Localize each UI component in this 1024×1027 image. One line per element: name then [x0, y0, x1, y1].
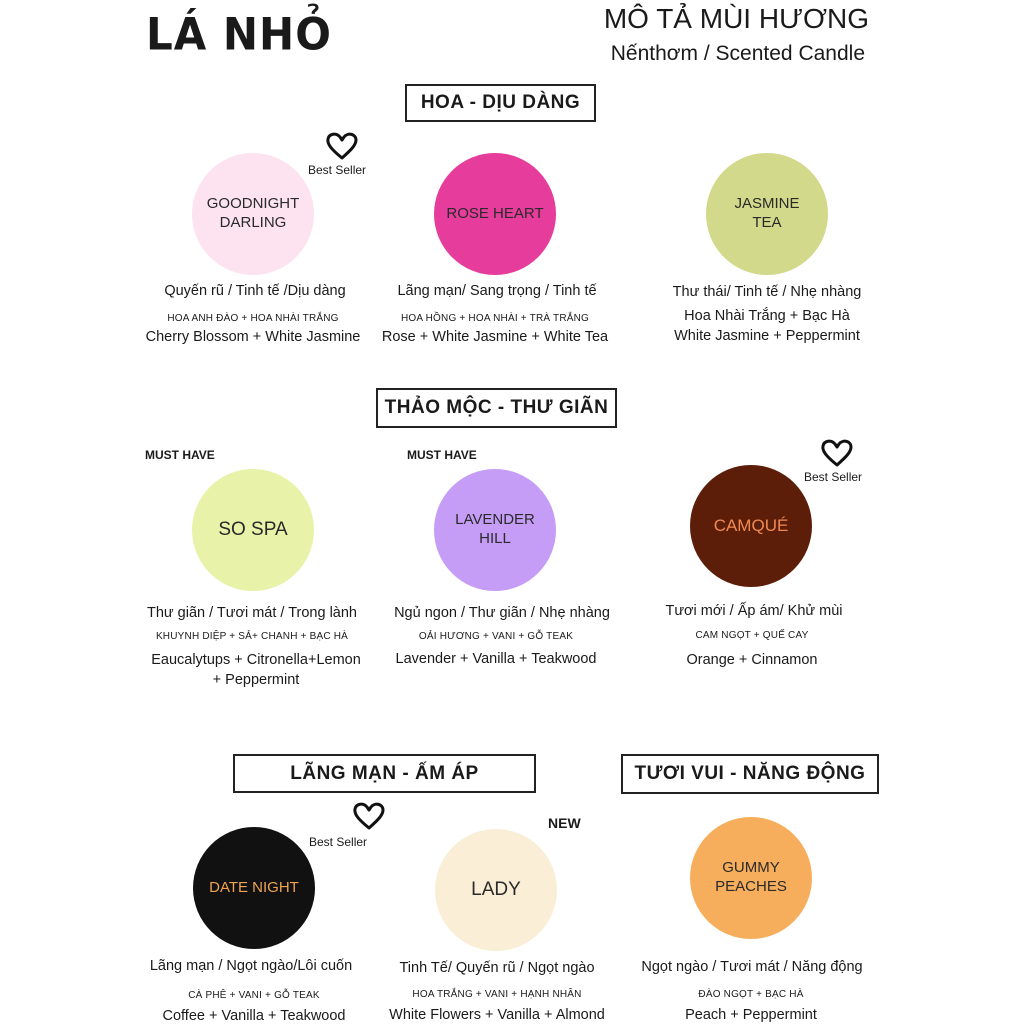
ingredients-en: Orange + Cinnamon: [686, 652, 818, 668]
section-title-hoa: HOA - DỊU DÀNG: [405, 84, 596, 122]
product-circle-jasmine-tea: [706, 153, 828, 275]
ingredients-vi: KHUYNH DIỆP + SẢ+ CHANH + BẠC HÀ: [155, 631, 349, 642]
product-description: Ngủ ngon / Thư giãn / Nhẹ nhàng: [394, 605, 610, 621]
heart-icon: [325, 131, 359, 161]
must-have-tag: MUST HAVE: [145, 448, 215, 462]
ingredients-vi: CAM NGỌT + QUẾ CAY: [695, 630, 809, 641]
ingredients-en: Rose + White Jasmine + White Tea: [381, 329, 609, 345]
product-name: JASMINE TEA: [734, 195, 800, 231]
ingredients-vi: HOA ANH ĐÀO + HOA NHÀI TRẮNG: [167, 313, 339, 324]
heart-icon: [352, 801, 386, 831]
must-have-tag: MUST HAVE: [407, 448, 477, 462]
ingredients-vi: HOA TRẮNG + VANI + HẠNH NHÂN: [412, 989, 582, 1000]
section-title-thao-moc: THẢO MỘC - THƯ GIÃN: [376, 388, 617, 428]
new-tag: NEW: [548, 815, 581, 831]
product-circle-so-spa: [192, 469, 314, 591]
ingredients-vi: Hoa Nhài Trắng + Bạc Hà: [684, 308, 850, 324]
product-circle-goodnight-darling: [192, 153, 314, 275]
product-description: Ngọt ngào / Tươi mát / Năng động: [641, 959, 863, 975]
product-name: LAVENDER HILL: [455, 511, 535, 547]
product-description: Thư giãn / Tươi mát / Trong lành: [147, 605, 357, 621]
product-name: GUMMY PEACHES: [715, 859, 787, 895]
ingredients-en: White Flowers + Vanilla + Almond: [389, 1007, 605, 1023]
product-description: Tươi mới / Ấp ám/ Khử mùi: [665, 603, 843, 619]
heart-icon: [820, 438, 854, 468]
best-seller-tag: Best Seller: [308, 163, 367, 177]
section-title-tuoi-vui: TƯƠI VUI - NĂNG ĐỘNG: [621, 754, 879, 794]
product-name: GOODNIGHT DARLING: [206, 195, 300, 231]
product-circle-camque: [690, 465, 812, 587]
product-name: DATE NIGHT: [209, 878, 299, 896]
product-name: CAMQUÉ: [713, 516, 789, 536]
ingredients-en: White Jasmine + Peppermint: [674, 328, 860, 344]
product-name: LADY: [471, 879, 521, 901]
ingredients-en: Coffee + Vanilla + Teakwood: [162, 1008, 346, 1024]
product-circle-lady: [435, 829, 557, 951]
product-description: Lãng mạn/ Sang trọng / Tinh tế: [397, 283, 597, 299]
best-seller-tag: Best Seller: [309, 835, 368, 849]
ingredients-vi: OẢI HƯƠNG + VANI + GỖ TEAK: [418, 631, 574, 642]
ingredients-vi: HOA HỒNG + HOA NHÀI + TRÀ TRẮNG: [400, 313, 590, 324]
product-circle-date-night: [193, 827, 315, 949]
ingredients-en: Cherry Blossom + White Jasmine: [145, 329, 361, 345]
ingredients-vi: ĐÀO NGỌT + BẠC HÀ: [698, 989, 804, 1000]
page-title: MÔ TẢ MÙI HƯƠNG: [603, 3, 869, 34]
ingredients-en: Peach + Peppermint: [685, 1007, 817, 1023]
best-seller-tag: Best Seller: [804, 470, 863, 484]
product-name: ROSE HEART: [446, 204, 544, 222]
product-circle-gummy-peaches: [690, 817, 812, 939]
ingredients-vi: CÀ PHÊ + VANI + GỖ TEAK: [188, 990, 320, 1001]
product-circle-rose-heart: [434, 153, 556, 275]
product-description: Tinh Tế/ Quyến rũ / Ngọt ngào: [399, 960, 595, 976]
brand-logo: LÁ NHỎ: [146, 8, 332, 61]
product-circle-lavender-hill: [434, 469, 556, 591]
ingredients-en: Lavender + Vanilla + Teakwood: [395, 651, 597, 667]
section-title-lang-man: LÃNG MẠN - ẤM ÁP: [233, 754, 536, 793]
product-description: Lãng mạn / Ngọt ngào/Lôi cuốn: [149, 958, 353, 974]
product-description: Thư thái/ Tinh tế / Nhẹ nhàng: [672, 284, 862, 300]
product-description: Quyến rũ / Tinh tế /Dịu dàng: [164, 283, 346, 299]
ingredients-en: Eaucalytups + Citronella+Lemon + Peppermint: [151, 652, 361, 688]
page-subtitle: Nếnthơm / Scented Candle: [610, 42, 865, 65]
product-name: SO SPA: [218, 519, 288, 541]
